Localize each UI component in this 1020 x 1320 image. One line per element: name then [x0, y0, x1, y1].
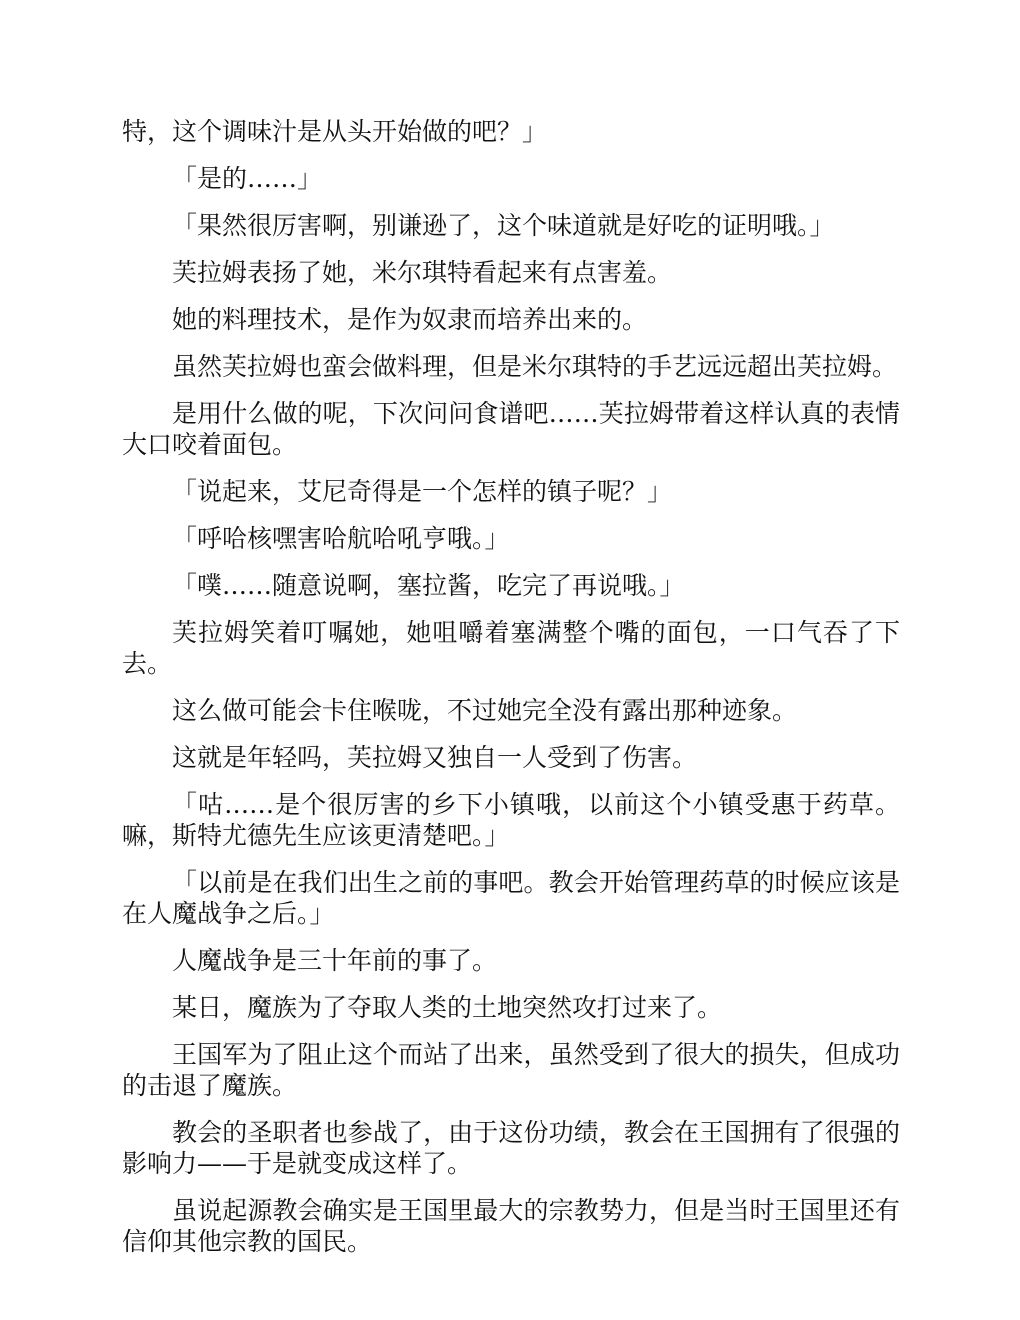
paragraph: 「咕……是个很厉害的乡下小镇哦，以前这个小镇受惠于药草。嘛，斯特尤德先生应该更清楚吧。」 [122, 790, 900, 850]
paragraph: 「噗……随意说啊，塞拉酱，吃完了再说哦。」 [172, 571, 685, 600]
paragraph: 某日，魔族为了夺取人类的土地突然攻打过来了。 [172, 993, 723, 1022]
paragraph: 芙拉姆表扬了她，米尔琪特看起来有点害羞。 [172, 258, 673, 287]
paragraph: 这么做可能会卡住喉咙，不过她完全没有露出那种迹象。 [172, 696, 798, 725]
paragraph: 她的料理技术，是作为奴隶而培养出来的。 [172, 305, 648, 334]
paragraph: 「以前是在我们出生之前的事吧。教会开始管理药草的时候应该是在人魔战争之后。」 [122, 868, 900, 928]
paragraph: 芙拉姆笑着叮嘱她，她咀嚼着塞满整个嘴的面包，一口气吞了下去。 [122, 618, 900, 678]
body-text [122, 116, 900, 1273]
paragraph: 特，这个调味汁是从头开始做的吧？」 [122, 117, 548, 146]
paragraph: 「是的……」 [172, 164, 323, 193]
paragraph: 人魔战争是三十年前的事了。 [172, 946, 498, 975]
paragraph: 这就是年轻吗，芙拉姆又独自一人受到了伤害。 [172, 743, 698, 772]
paragraph: 王国军为了阻止这个而站了出来，虽然受到了很大的损失，但成功的击退了魔族。 [122, 1040, 900, 1100]
paragraph: 「说起来，艾尼奇得是一个怎样的镇子呢？」 [172, 477, 673, 506]
paragraph: 「呼哈核嘿害哈航哈吼亨哦。」 [172, 524, 510, 553]
paragraph: 虽然芙拉姆也蛮会做料理，但是米尔琪特的手艺远远超出芙拉姆。 [172, 352, 898, 381]
paragraph: 虽说起源教会确实是王国里最大的宗教势力，但是当时王国里还有信仰其他宗教的国民。 [122, 1196, 900, 1256]
paragraph: 是用什么做的呢，下次问问食谱吧……芙拉姆带着这样认真的表情大口咬着面包。 [122, 399, 900, 459]
paragraph: 教会的圣职者也参战了，由于这份功绩，教会在王国拥有了很强的影响力——于是就变成这样了。 [122, 1118, 900, 1178]
paragraph: 「果然很厉害啊，别谦逊了，这个味道就是好吃的证明哦。」 [172, 211, 835, 240]
